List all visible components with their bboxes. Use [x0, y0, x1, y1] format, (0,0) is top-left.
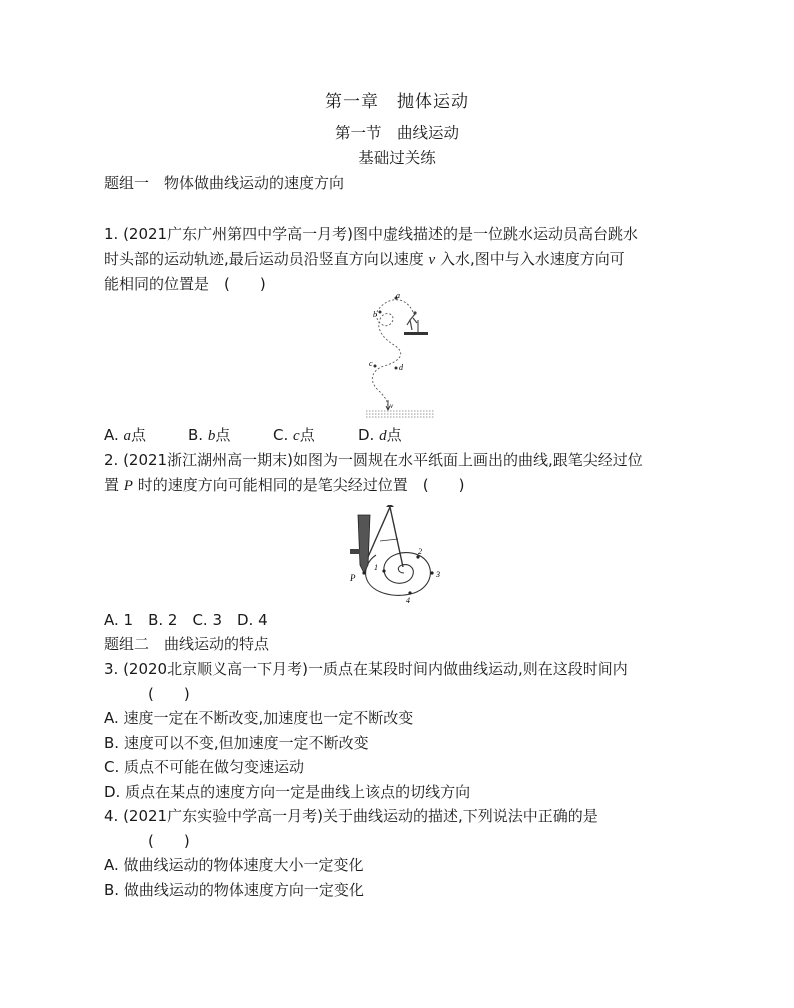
- point-label-p: P: [350, 573, 356, 583]
- point-label-1: 1: [374, 563, 378, 572]
- compass-spiral-figure: [340, 505, 445, 605]
- diver-trajectory-figure: [358, 290, 438, 422]
- velocity-symbol: v: [428, 252, 436, 268]
- q1-option-c[interactable]: C. c点: [273, 426, 315, 444]
- q3-option-d[interactable]: D. 质点在某点的速度方向一定是曲线上该点的切线方向: [104, 783, 471, 801]
- q3-line1: 3. (2020北京顺义高一下月考)一质点在某段时间内做曲线运动,则在这段时间内: [104, 660, 628, 678]
- point-label-a: a: [396, 291, 400, 300]
- group1-title: 题组一 物体做曲线运动的速度方向: [104, 174, 345, 192]
- q1-line3: 能相同的位置是 ( ): [104, 275, 266, 293]
- q1-option-a[interactable]: A. a点: [104, 426, 147, 444]
- chapter-title: 第一章 抛体运动: [325, 92, 469, 112]
- section-title: 第一节 曲线运动: [334, 124, 459, 142]
- group2-title: 题组二 曲线运动的特点: [104, 635, 270, 653]
- q1-line2: 时头部的运动轨迹,最后运动员沿竖直方向以速度 v 入水,图中与入水速度方向可: [104, 250, 625, 268]
- point-label-b: b: [373, 310, 377, 319]
- point-label-4: 4: [406, 596, 410, 605]
- q3-answer-bracket: ( ): [148, 685, 190, 703]
- point-label-d: d: [399, 363, 403, 372]
- q4-answer-bracket: ( ): [148, 832, 190, 850]
- point-label-c: c: [369, 359, 373, 368]
- point-label-2: 2: [418, 547, 422, 556]
- q2-line2: 置 P 时的速度方向可能相同的是笔尖经过位置 ( ): [104, 476, 465, 494]
- q1-option-d[interactable]: D. d点: [358, 426, 402, 444]
- q4-option-b[interactable]: B. 做曲线运动的物体速度方向一定变化: [104, 881, 364, 899]
- q3-option-c[interactable]: C. 质点不可能在做匀变速运动: [104, 758, 305, 776]
- q1-line1: 1. (2021广东广州第四中学高一月考)图中虚线描述的是一位跳水运动员高台跳水: [104, 225, 638, 243]
- q1-option-b[interactable]: B. b点: [188, 426, 231, 444]
- q2-options[interactable]: A. 1 B. 2 C. 3 D. 4: [104, 611, 268, 629]
- point-label-3: 3: [436, 570, 440, 579]
- point-p-symbol: P: [123, 478, 133, 494]
- q2-line1: 2. (2021浙江湖州高一期末)如图为一圆规在水平纸面上画出的曲线,跟笔尖经过位: [104, 451, 643, 469]
- q3-option-a[interactable]: A. 速度一定在不断改变,加速度也一定不断改变: [104, 709, 414, 727]
- q3-option-b[interactable]: B. 速度可以不变,但加速度一定不断改变: [104, 734, 369, 752]
- q4-line1: 4. (2021广东实验中学高一月考)关于曲线运动的描述,下列说法中正确的是: [104, 807, 598, 825]
- velocity-label: v: [390, 402, 394, 410]
- practice-title: 基础过关练: [358, 149, 436, 167]
- q4-option-a[interactable]: A. 做曲线运动的物体速度大小一定变化: [104, 856, 364, 874]
